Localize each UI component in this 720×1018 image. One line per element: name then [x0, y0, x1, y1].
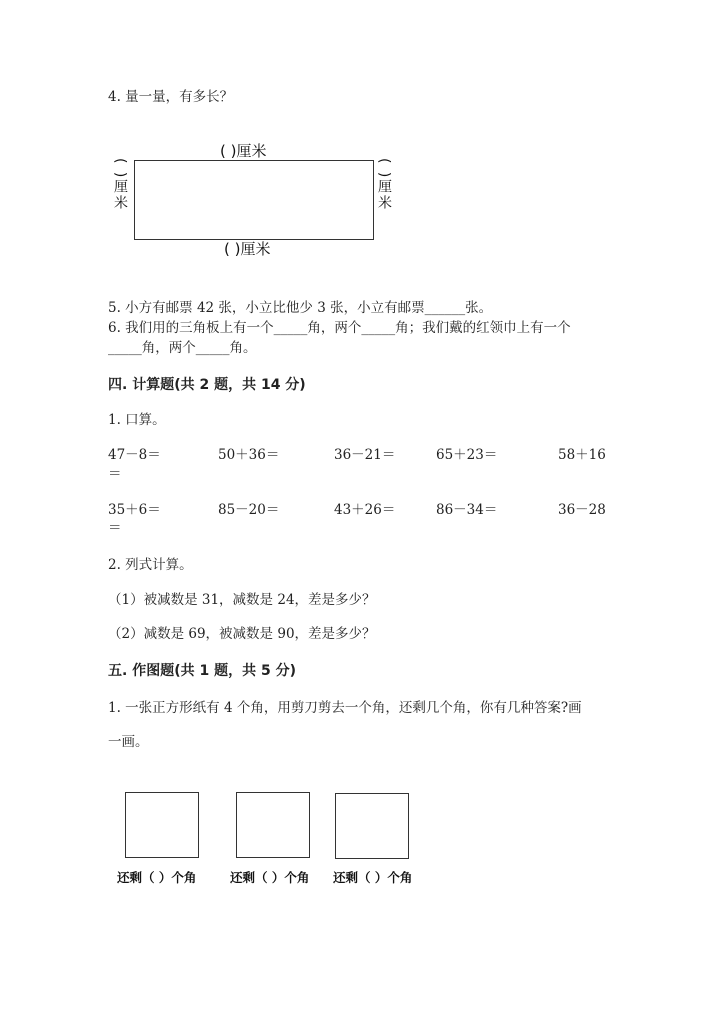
- calc-row2-item4: 86－34＝: [436, 502, 498, 518]
- calc-row2-item5: 36－28: [558, 502, 606, 518]
- measure-rectangle: [134, 160, 374, 240]
- square-3: [335, 793, 409, 859]
- calc-row1-item1: 47－8＝: [108, 447, 161, 463]
- section4-heading: 四. 计算题(共 2 题，共 14 分): [108, 377, 306, 393]
- calc-row2-item1: 35＋6＝: [108, 502, 161, 518]
- measure-rectangle-figure: [108, 140, 398, 265]
- calc-row1-item2: 50＋36＝: [218, 447, 280, 463]
- calc-row2-item3: 43＋26＝: [334, 502, 396, 518]
- section4-q2-item1: （1）被减数是 31，减数是 24，差是多少？: [108, 592, 376, 608]
- measure-label-bottom: ( )厘米: [224, 240, 271, 258]
- q6-line2: _____角，两个_____角。: [108, 340, 257, 356]
- section5-q1-line2: 一画。: [108, 734, 149, 750]
- calc-row1-wrap: ＝: [108, 466, 122, 482]
- calc-row1-item5: 58＋16: [558, 447, 606, 463]
- square-3-label: 还剩（ ）个角: [333, 870, 413, 885]
- section4-q1-title: 1. 口算。: [108, 412, 166, 428]
- calc-row2-wrap: ＝: [108, 520, 122, 536]
- q5-text: 5. 小方有邮票 42 张，小立比他少 3 张，小立有邮票______张。: [108, 300, 493, 316]
- square-1: [125, 792, 199, 858]
- section5-heading: 五. 作图题(共 1 题，共 5 分): [108, 663, 296, 679]
- q6-line1: 6. 我们用的三角板上有一个_____角，两个_____角；我们戴的红领巾上有一个: [108, 320, 571, 336]
- measure-label-top: ( )厘米: [220, 142, 267, 160]
- square-1-label: 还剩（ ）个角: [117, 870, 197, 885]
- calc-row1-item4: 65＋23＝: [436, 447, 498, 463]
- section4-q2-title: 2. 列式计算。: [108, 557, 193, 573]
- square-2: [236, 792, 310, 858]
- section5-q1-line1: 1. 一张正方形纸有 4 个角，用剪刀剪去一个角，还剩几个角，你有几种答案?画: [108, 700, 582, 716]
- square-2-label: 还剩（ ）个角: [230, 870, 310, 885]
- q4-title: 4. 量一量，有多长？: [108, 89, 234, 105]
- measure-label-left: ( )厘米: [112, 158, 128, 212]
- calc-row2-item2: 85－20＝: [218, 502, 280, 518]
- section4-q2-item2: （2）减数是 69，被减数是 90，差是多少？: [108, 626, 376, 642]
- measure-label-right: ( )厘米: [376, 158, 392, 212]
- calc-row1-item3: 36－21＝: [334, 447, 396, 463]
